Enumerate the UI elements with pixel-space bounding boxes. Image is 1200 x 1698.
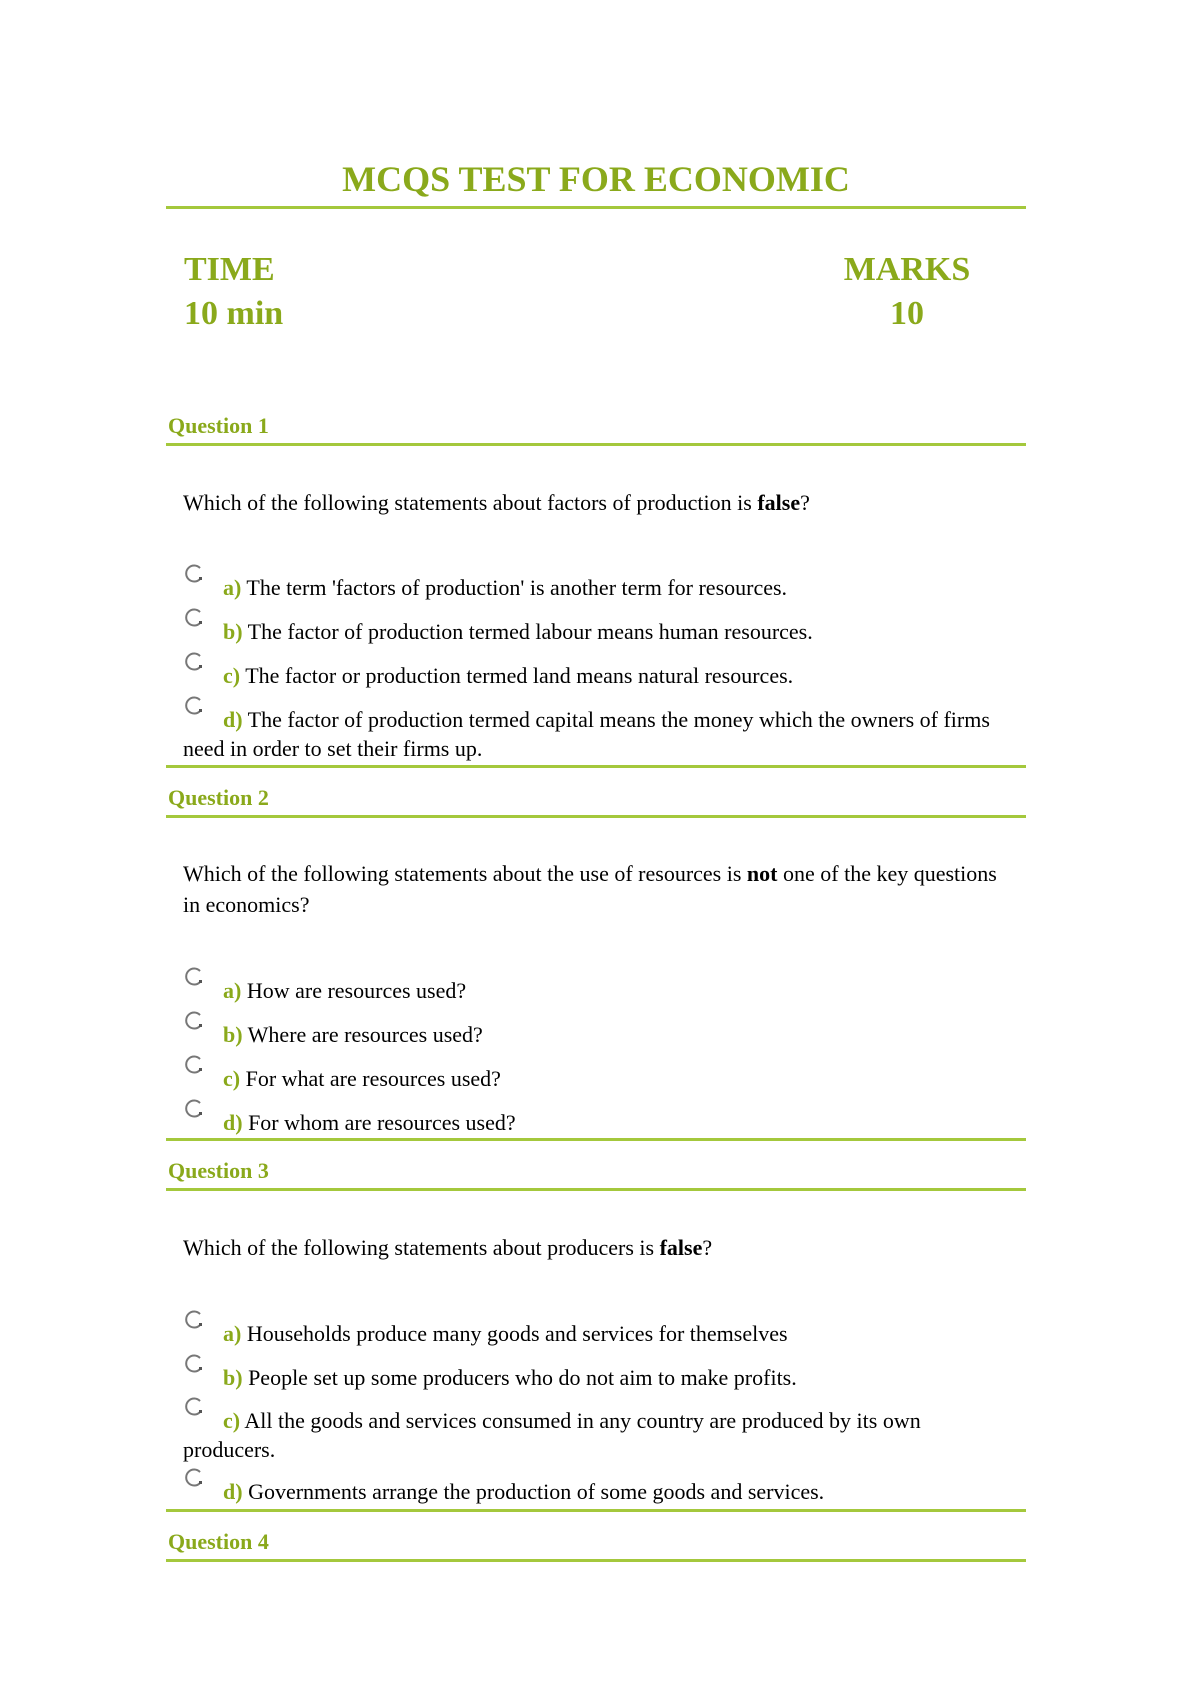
option-letter: c) bbox=[223, 1408, 241, 1433]
radio-button-icon[interactable] bbox=[183, 966, 205, 988]
radio-button-icon[interactable] bbox=[183, 1309, 205, 1331]
option-text: Where are resources used? bbox=[242, 1022, 483, 1047]
option-text: The factor of production termed capital means the money which the owners of firms need in order to set their firms up. bbox=[183, 707, 990, 761]
option-letter: b) bbox=[223, 1365, 243, 1390]
option-letter: c) bbox=[223, 663, 241, 688]
question-3-emphasis: false bbox=[659, 1235, 703, 1260]
question-3-option-c[interactable] bbox=[183, 1406, 1013, 1464]
option-text: For whom are resources used? bbox=[242, 1110, 516, 1135]
option-text: People set up some producers who do not aim to make profits. bbox=[242, 1365, 797, 1390]
question-3-text-part: Which of the following statements about producers is bbox=[183, 1235, 660, 1260]
title-divider bbox=[166, 206, 1026, 209]
radio-button-icon[interactable] bbox=[183, 695, 205, 717]
radio-button-icon[interactable] bbox=[183, 1353, 205, 1375]
question-1-text-part: Which of the following statements about factors of production is bbox=[183, 490, 758, 515]
question-2-option-d[interactable] bbox=[183, 1108, 1013, 1137]
marks-label: MARKS bbox=[843, 251, 971, 288]
question-4-title: Question 4 bbox=[168, 1529, 269, 1554]
question-1-text-end: ? bbox=[800, 490, 810, 515]
question-1-option-d[interactable] bbox=[183, 705, 1013, 763]
option-letter: d) bbox=[223, 707, 243, 732]
radio-button-icon[interactable] bbox=[183, 651, 205, 673]
question-4-divider bbox=[166, 1559, 1026, 1562]
radio-button-icon[interactable] bbox=[183, 563, 205, 585]
question-1-option-a[interactable] bbox=[183, 573, 1013, 602]
question-2-emphasis: not bbox=[746, 861, 778, 886]
option-letter: d) bbox=[223, 1479, 243, 1504]
question-2-end-divider bbox=[166, 1138, 1026, 1141]
question-2-option-c[interactable] bbox=[183, 1064, 1013, 1093]
question-2-divider bbox=[166, 815, 1026, 818]
question-1-title: Question 1 bbox=[168, 413, 269, 438]
marks-block bbox=[841, 248, 973, 336]
question-2-title: Question 2 bbox=[168, 785, 269, 810]
question-2-text bbox=[183, 858, 1013, 920]
question-1-option-c[interactable] bbox=[183, 661, 1013, 690]
option-letter: c) bbox=[223, 1066, 241, 1091]
question-1-option-b[interactable] bbox=[183, 617, 1013, 646]
option-text: Households produce many goods and services for themselves bbox=[241, 1321, 788, 1346]
radio-button-icon[interactable] bbox=[183, 1098, 205, 1120]
option-text: The factor or production termed land means natural resources. bbox=[240, 663, 794, 688]
question-3-option-a[interactable] bbox=[183, 1319, 1013, 1348]
question-1-divider bbox=[166, 443, 1026, 446]
marks-value: 10 bbox=[890, 295, 924, 332]
radio-button-icon[interactable] bbox=[183, 1467, 205, 1489]
radio-button-icon[interactable] bbox=[183, 1054, 205, 1076]
question-1-end-divider bbox=[166, 765, 1026, 768]
option-letter: a) bbox=[223, 575, 242, 600]
question-3-title: Question 3 bbox=[168, 1158, 269, 1183]
question-2-option-a[interactable] bbox=[183, 976, 1013, 1005]
question-2-text-end: one of the key questions in economics? bbox=[183, 861, 997, 917]
question-1-emphasis: false bbox=[757, 490, 801, 515]
question-3-end-divider bbox=[166, 1509, 1026, 1512]
radio-button-icon[interactable] bbox=[183, 1010, 205, 1032]
option-letter: d) bbox=[223, 1110, 243, 1135]
option-letter: a) bbox=[223, 978, 242, 1003]
option-text: For what are resources used? bbox=[240, 1066, 501, 1091]
option-text: The term 'factors of production' is another term for resources. bbox=[241, 575, 788, 600]
question-3-option-d[interactable] bbox=[183, 1477, 1013, 1506]
radio-button-icon[interactable] bbox=[183, 607, 205, 629]
option-letter: b) bbox=[223, 619, 243, 644]
question-2-option-b[interactable] bbox=[183, 1020, 1013, 1049]
option-text: The factor of production termed labour means human resources. bbox=[242, 619, 813, 644]
question-3-text-end: ? bbox=[702, 1235, 713, 1260]
time-block bbox=[184, 248, 283, 336]
option-text: All the goods and services consumed in any country are produced by its own producers. bbox=[183, 1408, 921, 1462]
question-3-option-b[interactable] bbox=[183, 1363, 1013, 1392]
question-2-text-part: Which of the following statements about the use of resources is bbox=[183, 861, 747, 886]
time-label: TIME bbox=[184, 251, 275, 288]
question-3-divider bbox=[166, 1188, 1026, 1191]
question-1-text bbox=[183, 487, 1013, 518]
radio-button-icon[interactable] bbox=[183, 1396, 205, 1418]
page-title: MCQS TEST FOR ECONOMIC bbox=[342, 159, 850, 199]
option-letter: b) bbox=[223, 1022, 243, 1047]
option-text: How are resources used? bbox=[241, 978, 467, 1003]
time-value: 10 min bbox=[184, 295, 284, 332]
option-letter: a) bbox=[223, 1321, 242, 1346]
question-3-text bbox=[183, 1232, 1013, 1263]
option-text: Governments arrange the production of some goods and services. bbox=[242, 1479, 825, 1504]
